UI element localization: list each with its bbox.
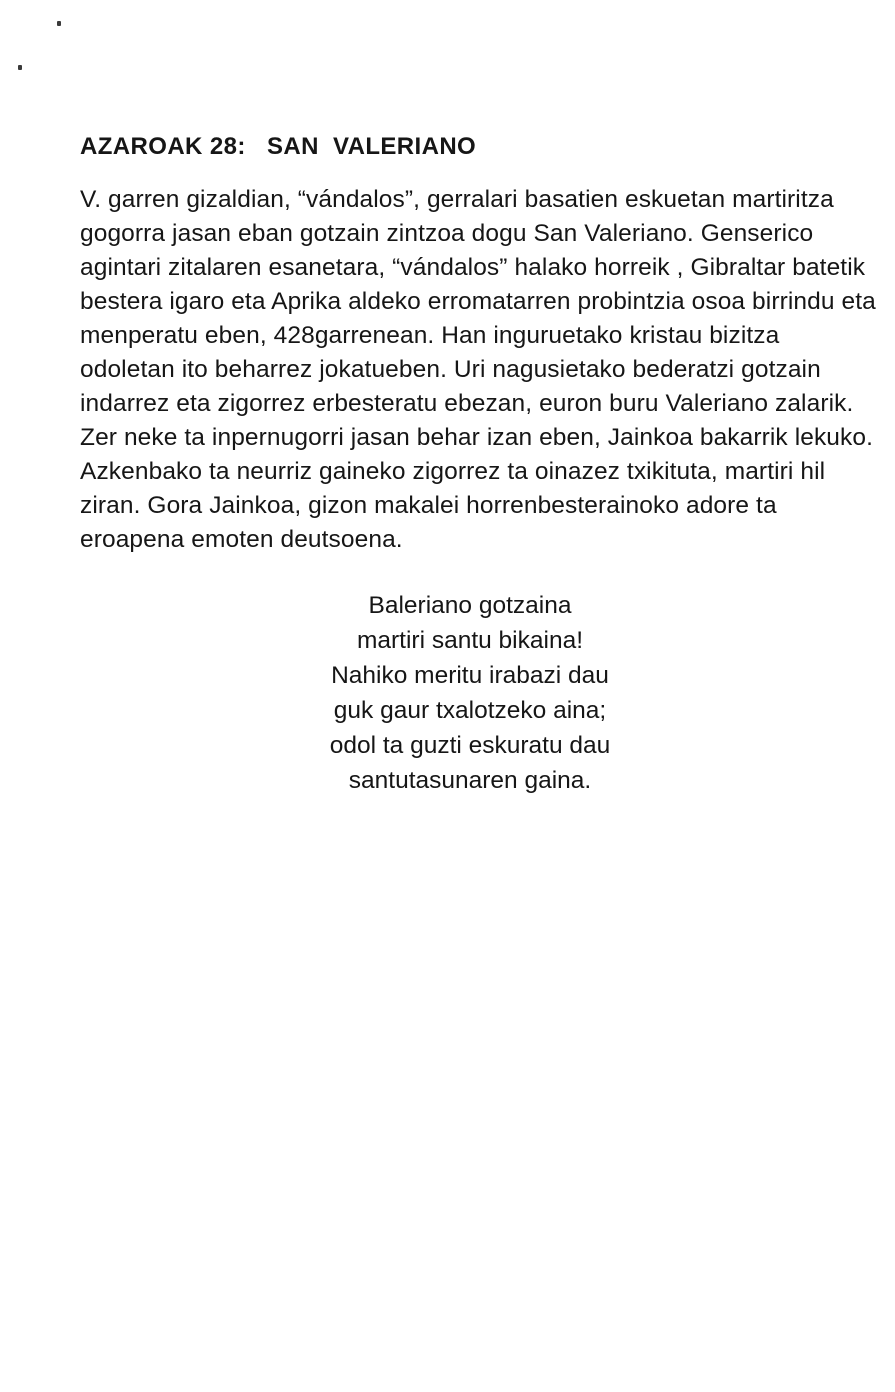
paragraph-line: V. garren gizaldian, “vándalos”, gerralari basatien eskuetan martiritza (80, 186, 834, 213)
verse-line: Nahiko meritu irabazi dau (331, 662, 609, 689)
verse-line: odol ta guzti eskuratu dau (329, 732, 611, 759)
paragraph-line: Zer neke ta inpernugorri jasan behar izan eben, Jainkoa bakarrik lekuko. (80, 424, 874, 451)
page-title: AZAROAK 28: SAN VALERIANO (80, 133, 477, 160)
body-paragraph (80, 183, 876, 557)
verse-line: martiri santu bikaina! (356, 627, 584, 654)
paragraph-line: menperatu eben, 428garrenean. Han inguruetako kristau bizitza (80, 322, 780, 349)
paragraph-line: ziran. Gora Jainkoa, gizon makalei horrenbesterainoko adore ta (80, 492, 777, 519)
scan-artifact-speck (18, 65, 22, 70)
document-content (80, 133, 876, 798)
verse-line: guk gaur txalotzeko aina; (333, 697, 607, 724)
verse-block (80, 588, 860, 798)
verse-line: Baleriano gotzaina (368, 592, 572, 619)
verse-line: santutasunaren gaina. (348, 767, 592, 794)
paragraph-line: eroapena emoten deutsoena. (80, 526, 403, 553)
paragraph-line: Azkenbako ta neurriz gaineko zigorrez ta oinazez txikituta, martiri hil (80, 458, 826, 485)
paragraph-line: indarrez eta zigorrez erbesteratu ebezan, euron buru Valeriano zalarik. (80, 390, 854, 417)
paragraph-line: bestera igaro eta Aprika aldeko erromatarren probintzia osoa birrindu eta (80, 288, 876, 315)
paragraph-line: odoletan ito beharrez jokatueben. Uri nagusietako bederatzi gotzain (80, 356, 821, 383)
paragraph-line: agintari zitalaren esanetara, “vándalos” halako horreik , Gibraltar batetik (80, 254, 866, 281)
scan-artifact-speck (57, 21, 61, 26)
paragraph-line: gogorra jasan eban gotzain zintzoa dogu San Valeriano. Genserico (80, 220, 814, 247)
